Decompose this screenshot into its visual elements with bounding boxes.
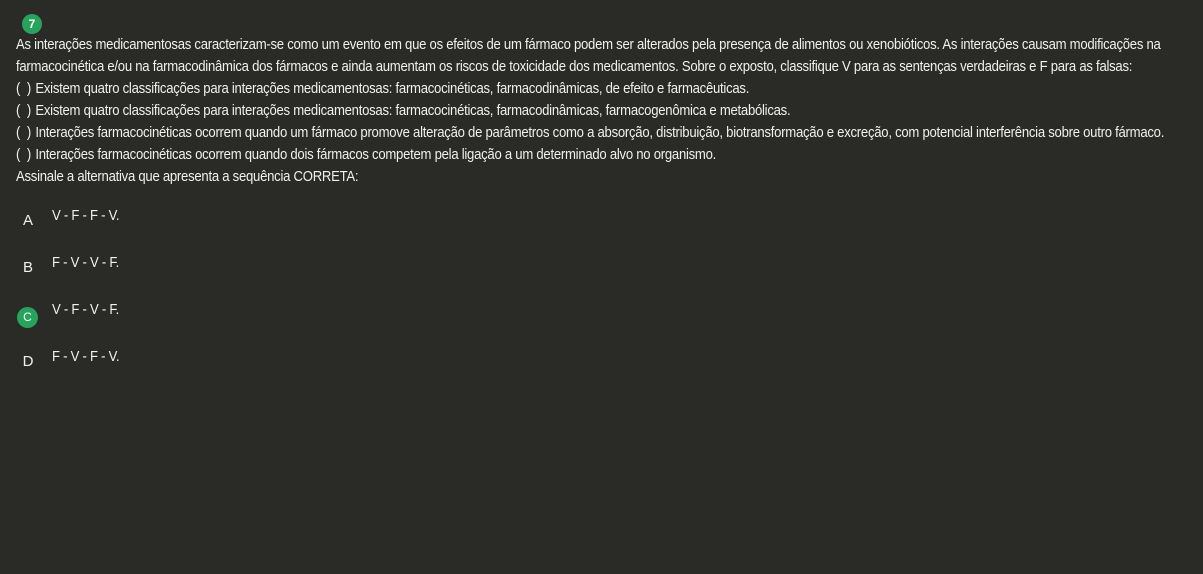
option-a[interactable]	[16, 205, 1203, 231]
question-number-badge	[22, 14, 42, 34]
statement-1-text: Existem quatro classificações para interações medicamentosas: farmacocinéticas, farmacodinâmicas, de efeito e farmacêuticas.	[35, 80, 750, 97]
question-intro-text: As interações medicamentosas caracterizam-se como um evento em que os efeitos de um fármaco podem ser alterados pela presença de alimentos ou xenobióticos. As interações causam modificações na farmacocinética e/ou na farmacodinâmica dos fármacos e ainda aumentam os riscos de toxicidade dos medicamentos. Sobre o exposto, classifique V para as sentenças verdadeiras e F para as falsas:	[16, 36, 1161, 75]
option-b[interactable]	[16, 252, 1203, 278]
statement-4-blank: ( )	[16, 146, 31, 163]
statement-3-text: Interações farmacocinéticas ocorrem quando um fármaco promove alteração de parâmetros como a absorção, distribuição, biotransformação e excreção, com potencial interferência sobre outro fármaco.	[35, 124, 1165, 141]
options-list	[16, 205, 1203, 372]
option-b-letter[interactable]: B	[22, 259, 33, 276]
question-panel	[0, 14, 1203, 372]
answer-prompt: Assinale a alternativa que apresenta a sequência CORRETA:	[16, 168, 359, 185]
statement-2-text: Existem quatro classificações para interações medicamentosas: farmacocinéticas, farmacodinâmicas, farmacogenômica e metabólicas.	[35, 102, 791, 119]
option-d-letter[interactable]: D	[22, 353, 34, 370]
statement-3-blank: ( )	[16, 124, 31, 141]
statement-4	[16, 144, 1189, 166]
option-b-text: F - V - V - F.	[52, 254, 120, 271]
statement-2-blank: ( )	[16, 102, 31, 119]
statement-4-text: Interações farmacocinéticas ocorrem quando dois fármacos competem pela ligação a um determinado alvo no organismo.	[35, 146, 717, 163]
statement-1	[16, 78, 1189, 100]
question-number: 7	[28, 17, 36, 31]
option-c-text: V - F - V - F.	[52, 301, 120, 318]
option-a-text: V - F - F - V.	[52, 207, 120, 224]
option-d-text: F - V - F - V.	[52, 348, 120, 365]
option-a-letter[interactable]: A	[22, 212, 33, 229]
statement-3	[16, 122, 1189, 144]
option-c-letter[interactable]: C	[17, 307, 38, 328]
option-d[interactable]	[16, 346, 1203, 372]
statement-2	[16, 100, 1189, 122]
statement-1-blank: ( )	[16, 80, 31, 97]
option-c[interactable]	[16, 299, 1203, 325]
